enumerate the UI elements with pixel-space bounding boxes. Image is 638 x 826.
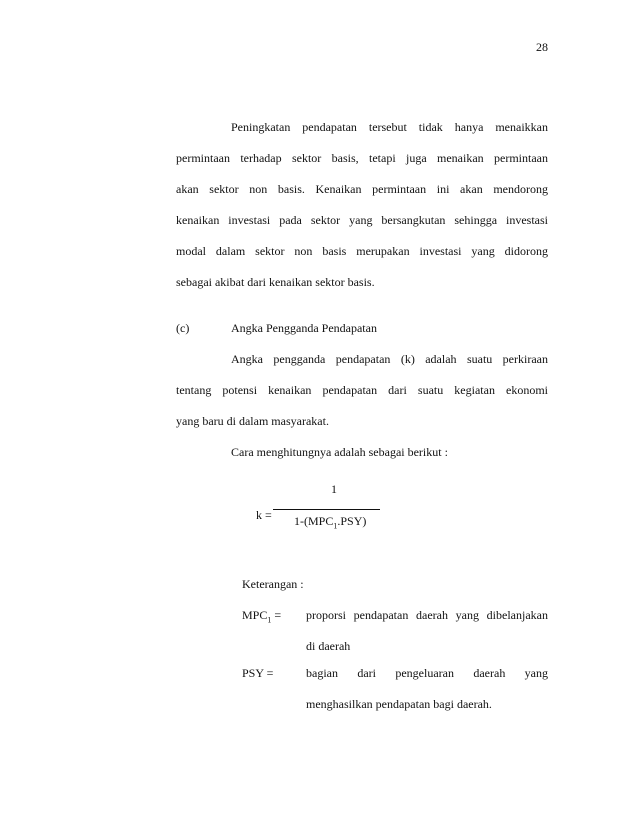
formula-denominator: $1-(MPC_1.PSY)$ xyxy=(294,514,367,531)
paragraph-line: yang baru di dalam masyarakat. xyxy=(176,414,329,428)
paragraph-line: Angka pengganda pendapatan (k) adalah suatu perkiraan xyxy=(231,352,548,366)
paragraph-line: modal dalam sektor non basis merupakan investasi yang didorong xyxy=(176,244,548,258)
note-def-line: di daerah xyxy=(306,639,351,653)
notes-heading: Keterangan : xyxy=(242,577,304,591)
formula-lhs: k = xyxy=(256,508,272,522)
paragraph-line: permintaan terhadap sektor basis, tetapi juga menaikan permintaan xyxy=(176,151,548,165)
note-term-mpc: $MPC_1$ = xyxy=(242,608,282,625)
note-def-line: bagian dari pengeluaran daerah yang xyxy=(306,666,548,680)
paragraph-line: Cara menghitungnya adalah sebagai berikut : xyxy=(231,445,448,459)
note-term-psy: PSY = xyxy=(242,666,274,680)
formula-numerator: 1 xyxy=(331,482,337,496)
paragraph-line: kenaikan investasi pada sektor yang bersangkutan sehingga investasi xyxy=(176,213,548,227)
paragraph-line: Peningkatan pendapatan tersebut tidak hanya menaikkan xyxy=(231,120,548,134)
note-def-line: proporsi pendapatan daerah yang dibelanjakan xyxy=(306,608,548,622)
paragraph-line: sebagai akibat dari kenaikan sektor basis. xyxy=(176,275,375,289)
paragraph-line: tentang potensi kenaikan pendapatan dari suatu kegiatan ekonomi xyxy=(176,383,548,397)
note-def-line: menghasilkan pendapatan bagi daerah. xyxy=(306,697,492,711)
fraction-bar xyxy=(273,509,380,510)
page-number: 28 xyxy=(536,40,548,54)
section-marker: (c) xyxy=(176,321,190,335)
paragraph-line: akan sektor non basis. Kenaikan permintaan ini akan mendorong xyxy=(176,182,548,196)
section-title: Angka Pengganda Pendapatan xyxy=(231,321,377,335)
